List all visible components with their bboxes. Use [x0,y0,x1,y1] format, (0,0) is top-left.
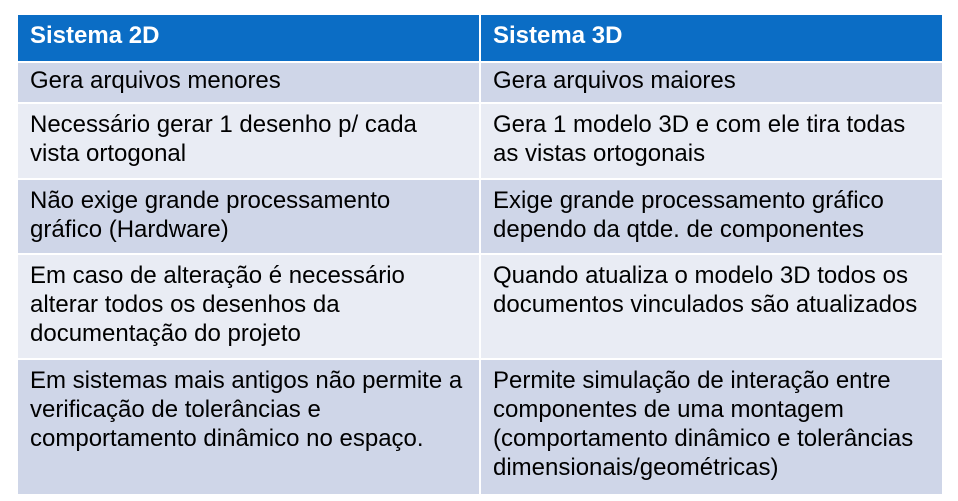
table-row [17,359,943,495]
header-sistema-2d: Sistema 2D [17,14,480,62]
header-sistema-3d: Sistema 3D [480,14,943,62]
table-row [17,179,943,254]
cell-2d: Não exige grande processamento gráfico (Hardware) [17,179,480,254]
cell-2d: Gera arquivos menores [17,62,480,103]
comparison-table [16,13,944,496]
cell-2d: Necessário gerar 1 desenho p/ cada vista ortogonal [17,103,480,179]
cell-3d: Quando atualiza o modelo 3D todos os documentos vinculados são atualizados [480,254,943,359]
cell-3d: Gera 1 modelo 3D e com ele tira todas as vistas ortogonais [480,103,943,179]
cell-3d: Gera arquivos maiores [480,62,943,103]
table-row [17,103,943,179]
cell-3d: Exige grande processamento gráfico dependo da qtde. de componentes [480,179,943,254]
table-header-row [17,14,943,62]
cell-2d: Em sistemas mais antigos não permite a verificação de tolerâncias e comportamento dinâmico no espaço. [17,359,480,495]
table-row [17,62,943,103]
table-row [17,254,943,359]
cell-2d: Em caso de alteração é necessário alterar todos os desenhos da documentação do projeto [17,254,480,359]
cell-3d: Permite simulação de interação entre componentes de uma montagem (comportamento dinâmico e tolerâncias dimensionais/geométricas) [480,359,943,495]
